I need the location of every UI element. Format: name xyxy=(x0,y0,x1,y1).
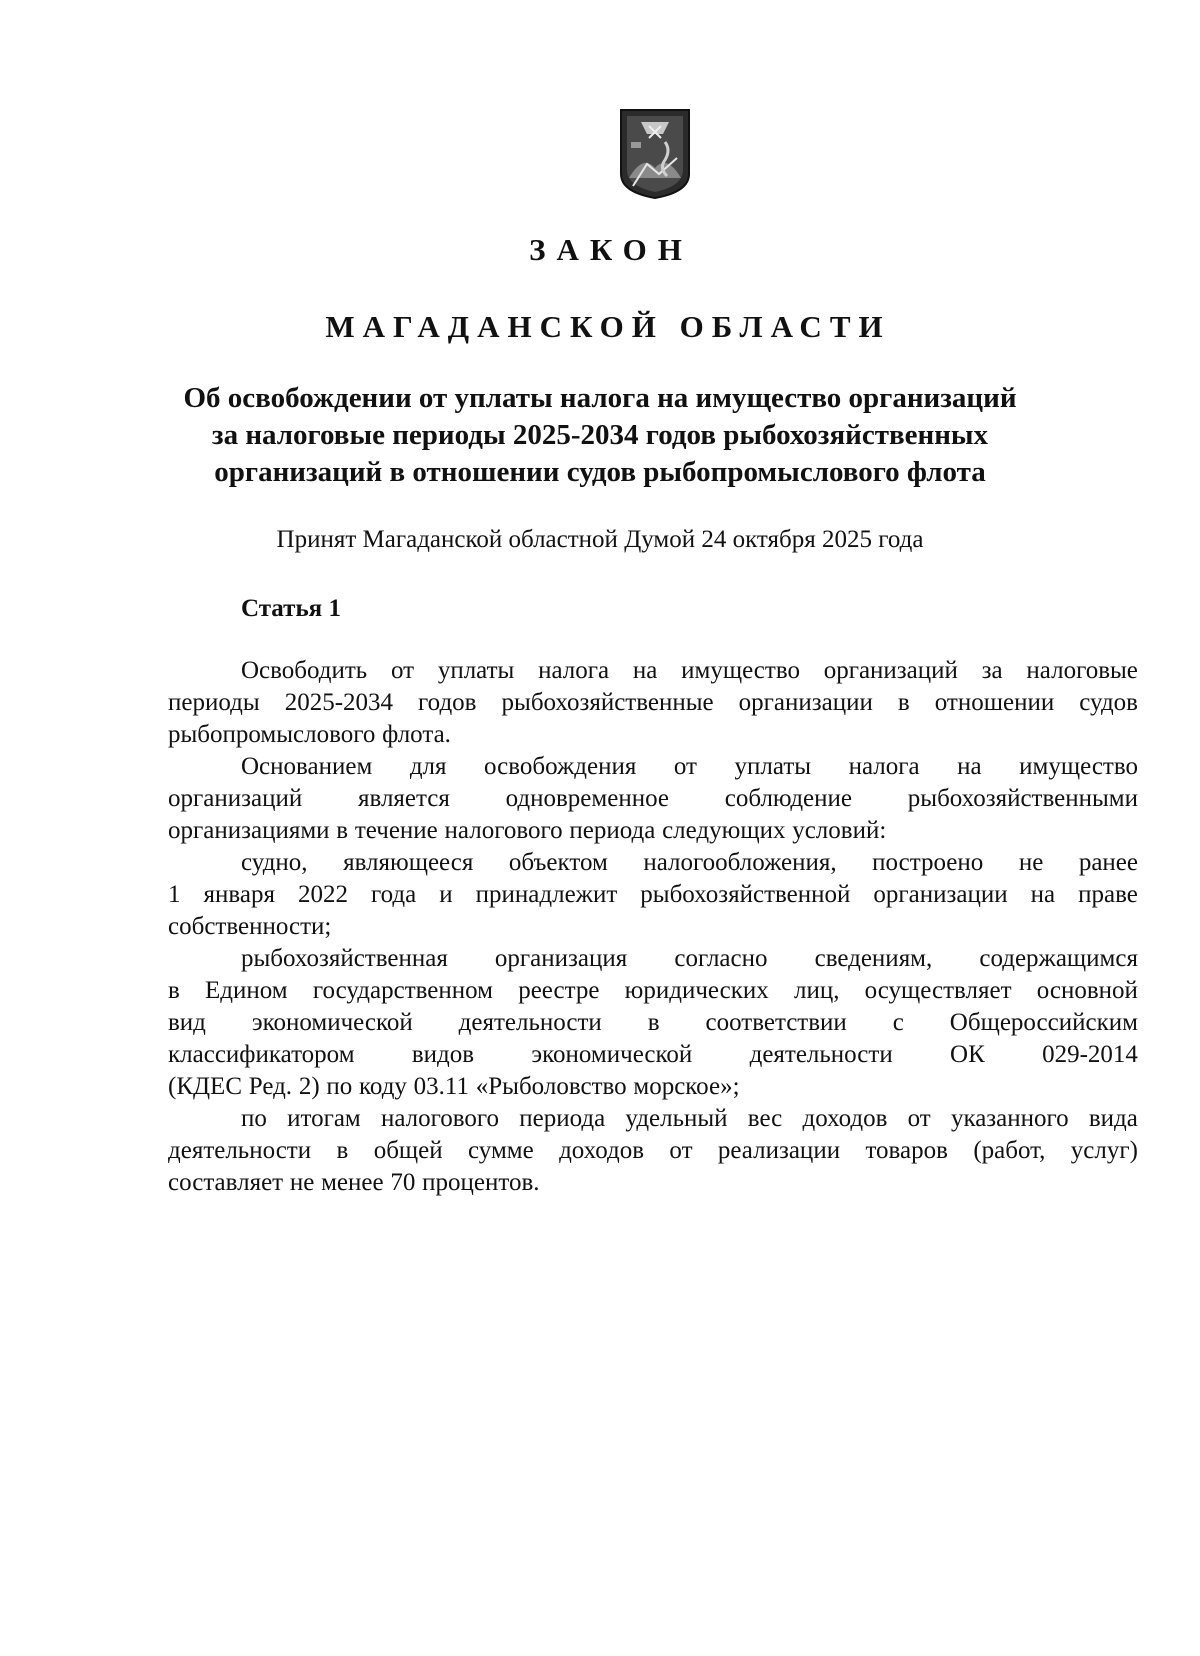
paragraph-line: рыбохозяйственная организация согласно сведениям, содержащимся xyxy=(241,945,1138,972)
title-line: Об освобождении от уплаты налога на имущество организаций xyxy=(183,382,1017,414)
article-body xyxy=(168,655,1138,1199)
paragraph-line: составляет не менее 70 процентов. xyxy=(168,1169,540,1196)
paragraph-line: организациями в течение налогового периода следующих условий: xyxy=(168,817,887,844)
paragraph-line: организаций является одновременное соблюдение рыбохозяйственными xyxy=(168,785,1138,812)
paragraph-line: Освободить от уплаты налога на имущество организаций за налоговые xyxy=(241,657,1138,684)
paragraph-line: классификатором видов экономической деятельности ОК 029-2014 xyxy=(168,1041,1138,1068)
adoption-note: Принят Магаданской областной Думой 24 октября 2025 года xyxy=(276,526,924,553)
article-paragraph xyxy=(168,1103,1138,1199)
article-paragraph xyxy=(168,751,1138,847)
paragraph-line: деятельности в общей сумме доходов от реализации товаров (работ, услуг) xyxy=(168,1137,1138,1164)
region-heading: МАГАДАНСКОЙ ОБЛАСТИ xyxy=(325,309,891,344)
article-paragraph xyxy=(168,847,1138,943)
article-paragraph xyxy=(168,943,1138,1103)
paragraph-line: рыбопромыслового флота. xyxy=(168,721,451,748)
paragraph-line: вид экономической деятельности в соответствии с Общероссийским xyxy=(168,1009,1138,1036)
article-heading: Статья 1 xyxy=(241,595,341,622)
article-paragraph xyxy=(168,655,1138,751)
paragraph-line: судно, являющееся объектом налогообложения, построено не ранее xyxy=(241,849,1138,876)
paragraph-line: Основанием для освобождения от уплаты налога на имущество xyxy=(241,753,1138,780)
title-line: за налоговые периоды 2025-2034 годов рыбохозяйственных xyxy=(211,419,989,451)
title-line: организаций в отношении судов рыбопромыслового флота xyxy=(214,456,986,488)
document-title xyxy=(150,380,1050,491)
law-heading: ЗАКОН xyxy=(529,232,693,267)
paragraph-line: собственности; xyxy=(168,913,332,940)
paragraph-line: периоды 2025-2034 годов рыбохозяйственные организации в отношении судов xyxy=(168,689,1138,716)
coat-of-arms-icon xyxy=(619,108,691,200)
paragraph-line: в Едином государственном реестре юридических лиц, осуществляет основной xyxy=(168,977,1138,1004)
paragraph-line: (КДЕС Ред. 2) по коду 03.11 «Рыболовство морское»; xyxy=(168,1073,740,1100)
paragraph-line: по итогам налогового периода удельный вес доходов от указанного вида xyxy=(241,1105,1138,1132)
paragraph-line: 1 января 2022 года и принадлежит рыбохозяйственной организации на праве xyxy=(168,881,1138,908)
